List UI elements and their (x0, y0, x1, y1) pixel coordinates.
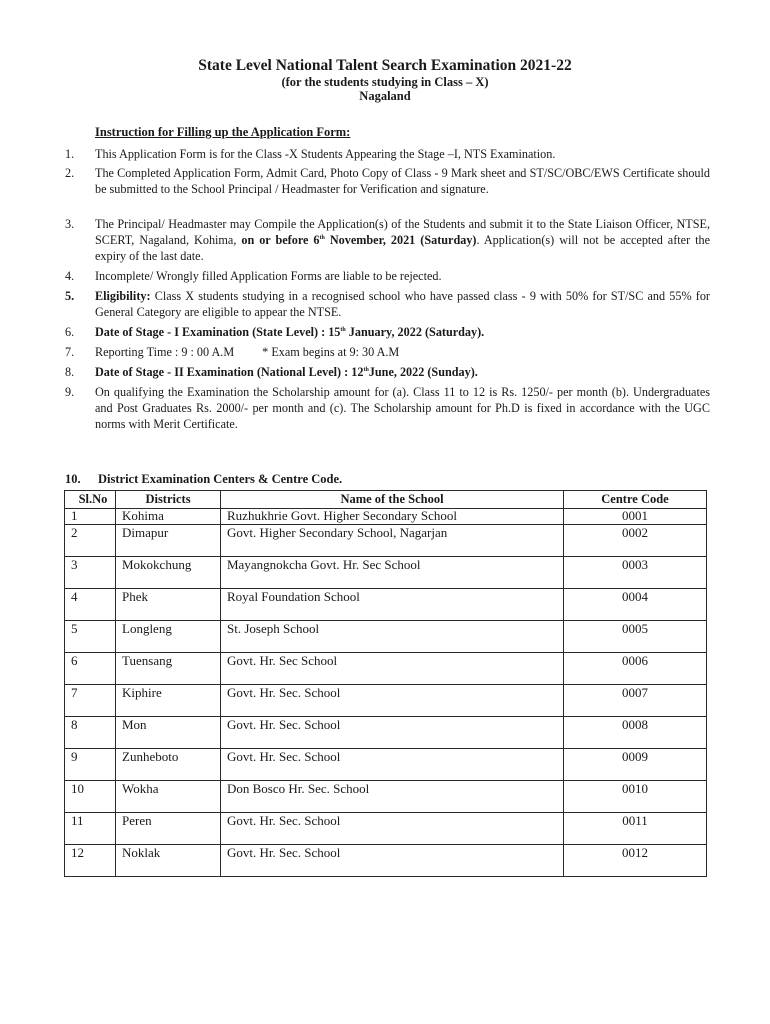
cell-district: Peren (116, 813, 221, 845)
cell-school: Govt. Hr. Sec. School (221, 685, 564, 717)
item-number: 4. (65, 269, 75, 283)
cell-district: Tuensang (116, 653, 221, 685)
item-text: Reporting Time : 9 : 00 A.M * Exam begins at 9: 30 A.M (95, 345, 400, 359)
item-number: 7. (65, 345, 75, 359)
document-title: State Level National Talent Search Examination 2021-22 (198, 57, 572, 74)
item-text: On qualifying the Examination the Scholarship amount for (a). Class 11 to 12 is Rs. 1250/- per month (b). Undergraduates and Post Graduates Rs. 2000/- per month and (c). The Scholarship amount for Ph.D is fixed in accordance with the UGC norms with Merit Certificate. (95, 385, 710, 431)
cell-centre-code: 0003 (564, 557, 707, 589)
instruction-item-7 (65, 344, 710, 360)
cell-centre-code: 0011 (564, 813, 707, 845)
cell-district: Wokha (116, 781, 221, 813)
cell-centre-code: 0002 (564, 525, 707, 557)
cell-school: Govt. Hr. Sec. School (221, 717, 564, 749)
cell-district: Longleng (116, 621, 221, 653)
instruction-item-9 (65, 384, 710, 432)
cell-district: Kohima (116, 509, 221, 525)
cell-sl-no: 8 (65, 717, 116, 749)
cell-school: Ruzhukhrie Govt. Higher Secondary School (221, 509, 564, 525)
state-name: Nagaland (359, 89, 411, 103)
cell-school: Govt. Hr. Sec. School (221, 845, 564, 877)
cell-school: Govt. Hr. Sec. School (221, 749, 564, 781)
item-text: Date of Stage - II Examination (National Level) : 12thJune, 2022 (Sunday). (95, 365, 478, 379)
cell-centre-code: 0009 (564, 749, 707, 781)
cell-sl-no: 7 (65, 685, 116, 717)
item-number: 6. (65, 325, 75, 339)
cell-sl-no: 6 (65, 653, 116, 685)
table-row (65, 589, 707, 621)
cell-school: Mayangnokcha Govt. Hr. Sec School (221, 557, 564, 589)
col-centre-code: Centre Code (564, 491, 707, 509)
item-number: 3. (65, 217, 75, 231)
table-row (65, 525, 707, 557)
cell-sl-no: 12 (65, 845, 116, 877)
table-row (65, 685, 707, 717)
instruction-item-3 (65, 216, 710, 264)
cell-centre-code: 0001 (564, 509, 707, 525)
cell-school: St. Joseph School (221, 621, 564, 653)
instructions-heading: Instruction for Filling up the Application Form: (95, 125, 351, 139)
item-number: 1. (65, 147, 75, 161)
col-districts: Districts (116, 491, 221, 509)
cell-district: Zunheboto (116, 749, 221, 781)
cell-centre-code: 0010 (564, 781, 707, 813)
section-10-heading: 10. District Examination Centers & Centre Code. (65, 472, 343, 486)
cell-centre-code: 0007 (564, 685, 707, 717)
cell-sl-no: 11 (65, 813, 116, 845)
cell-centre-code: 0004 (564, 589, 707, 621)
cell-district: Kiphire (116, 685, 221, 717)
table-row (65, 653, 707, 685)
cell-school: Govt. Hr. Sec. School (221, 813, 564, 845)
instruction-item-5 (65, 288, 710, 320)
cell-sl-no: 3 (65, 557, 116, 589)
table-row (65, 749, 707, 781)
table-row (65, 621, 707, 653)
cell-district: Phek (116, 589, 221, 621)
centres-table (64, 490, 707, 877)
cell-district: Dimapur (116, 525, 221, 557)
item-text: Date of Stage - I Examination (State Level) : 15th January, 2022 (Saturday). (95, 325, 485, 339)
cell-sl-no: 9 (65, 749, 116, 781)
cell-sl-no: 5 (65, 621, 116, 653)
eligibility-label: Eligibility: (95, 289, 151, 303)
document-subtitle: (for the students studying in Class – X) (281, 75, 489, 89)
cell-district: Mokokchung (116, 557, 221, 589)
col-sl-no: Sl.No (65, 491, 116, 509)
cell-district: Noklak (116, 845, 221, 877)
item-number: 9. (65, 385, 75, 399)
item-number: 2. (65, 166, 75, 180)
item-number: 8. (65, 365, 75, 379)
cell-school: Don Bosco Hr. Sec. School (221, 781, 564, 813)
instruction-item-6 (65, 324, 710, 340)
cell-centre-code: 0006 (564, 653, 707, 685)
table-row (65, 717, 707, 749)
cell-sl-no: 1 (65, 509, 116, 525)
cell-centre-code: 0008 (564, 717, 707, 749)
instruction-item-2 (65, 165, 710, 197)
cell-school: Govt. Higher Secondary School, Nagarjan (221, 525, 564, 557)
cell-centre-code: 0005 (564, 621, 707, 653)
table-row (65, 813, 707, 845)
instruction-item-4 (65, 268, 710, 284)
cell-school: Royal Foundation School (221, 589, 564, 621)
table-row (65, 845, 707, 877)
cell-sl-no: 10 (65, 781, 116, 813)
item-text: The Principal/ Headmaster may Compile the Application(s) of the Students and submit it to the State Liaison Officer, NTSE, SCERT, Nagaland, Kohima, on or before 6th November, 2021 (Saturday). Application(s) will not be accepted after the expiry of the last date. (95, 217, 711, 263)
instruction-item-1 (65, 146, 710, 162)
cell-centre-code: 0012 (564, 845, 707, 877)
item-text: The Completed Application Form, Admit Card, Photo Copy of Class - 9 Mark sheet and ST/SC/OBC/EWS Certificate should be submitted to the School Principal / Headmaster for Verification and signature. (95, 166, 710, 196)
table-row (65, 781, 707, 813)
item-text: Eligibility: Class X students studying in a recognised school who have passed class - 9 with 50% for ST/SC and 55% for General Category are eligible to appear the NTSE. (95, 289, 710, 319)
table-header-row (65, 491, 707, 509)
cell-school: Govt. Hr. Sec School (221, 653, 564, 685)
item-number: 5. (65, 289, 75, 303)
cell-district: Mon (116, 717, 221, 749)
cell-sl-no: 4 (65, 589, 116, 621)
instruction-item-8 (65, 364, 710, 380)
item-text: Incomplete/ Wrongly filled Application Forms are liable to be rejected. (95, 269, 442, 283)
col-school-name: Name of the School (221, 491, 564, 509)
table-row (65, 509, 707, 525)
cell-sl-no: 2 (65, 525, 116, 557)
item-text: This Application Form is for the Class -X Students Appearing the Stage –I, NTS Examination. (95, 147, 556, 161)
table-row (65, 557, 707, 589)
